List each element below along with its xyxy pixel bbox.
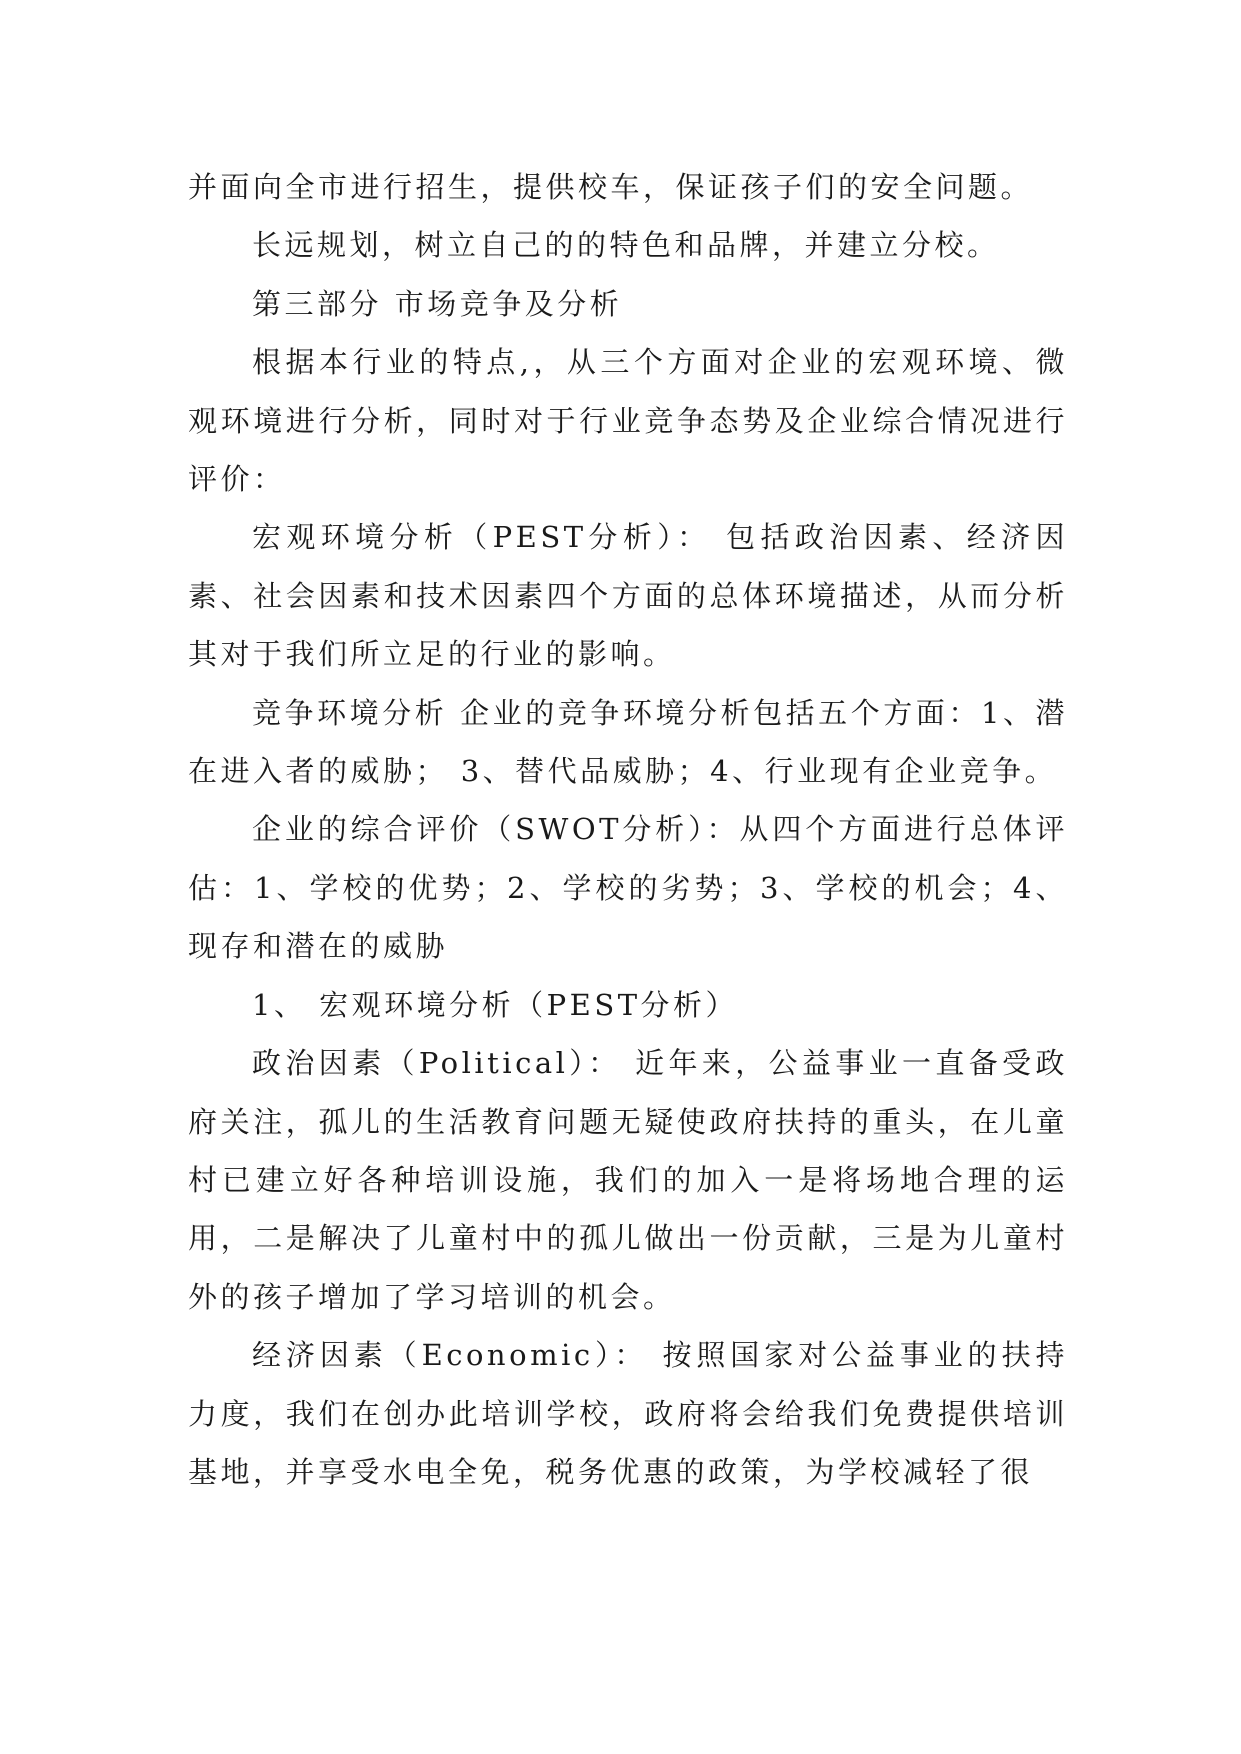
paragraph-economic: 经济因素（Economic）： 按照国家对公益事业的扶持力度，我们在创办此培训学校，政府将会给我们免费提供培训基地，并享受水电全免，税务优惠的政策，为学校减轻了很 (188, 1338, 1068, 1489)
paragraph-competition-overview: 竞争环境分析 企业的竞争环境分析包括五个方面：1、潜在进入者的威胁； 3、替代品威胁；4、行业现有企业竞争。 (188, 695, 1068, 789)
paragraph-swot-overview: 企业的综合评价（SWOT分析）：从四个方面进行总体评估：1、学校的优势；2、学校的劣势；3、学校的机会；4、现存和潜在的威胁 (188, 812, 1068, 964)
paragraph-political: 政治因素（Political）： 近年来，公益事业一直备受政府关注，孤儿的生活教育问题无疑使政府扶持的重头，在儿童村已建立好各种培训设施，我们的加入一是将场地合理的运用，二是解决了儿童村中的孤儿做出一份贡献，三是为儿童村外的孩子增加了学习培训的机会。 (188, 1046, 1068, 1314)
section-heading-part-three: 第三部分 市场竞争及分析 (252, 286, 623, 321)
paragraph-enrollment: 并面向全市进行招生，提供校车，保证孩子们的安全问题。 (188, 170, 1034, 204)
paragraph-analysis-intro: 根据本行业的特点,，从三个方面对企业的宏观环境、微观环境进行分析，同时对于行业竞争态势及企业综合情况进行评价： (188, 345, 1068, 497)
paragraph-pest-overview: 宏观环境分析（PEST分析）： 包括政治因素、经济因素、社会因素和技术因素四个方面的总体环境描述，从而分析其对于我们所立足的行业的影响。 (188, 520, 1068, 672)
document-body (188, 158, 1068, 1501)
paragraph-long-term-plan: 长远规划，树立自己的的特色和品牌，并建立分校。 (252, 228, 1000, 263)
subheading-pest: 1、 宏观环境分析（PEST分析） (252, 987, 739, 1022)
